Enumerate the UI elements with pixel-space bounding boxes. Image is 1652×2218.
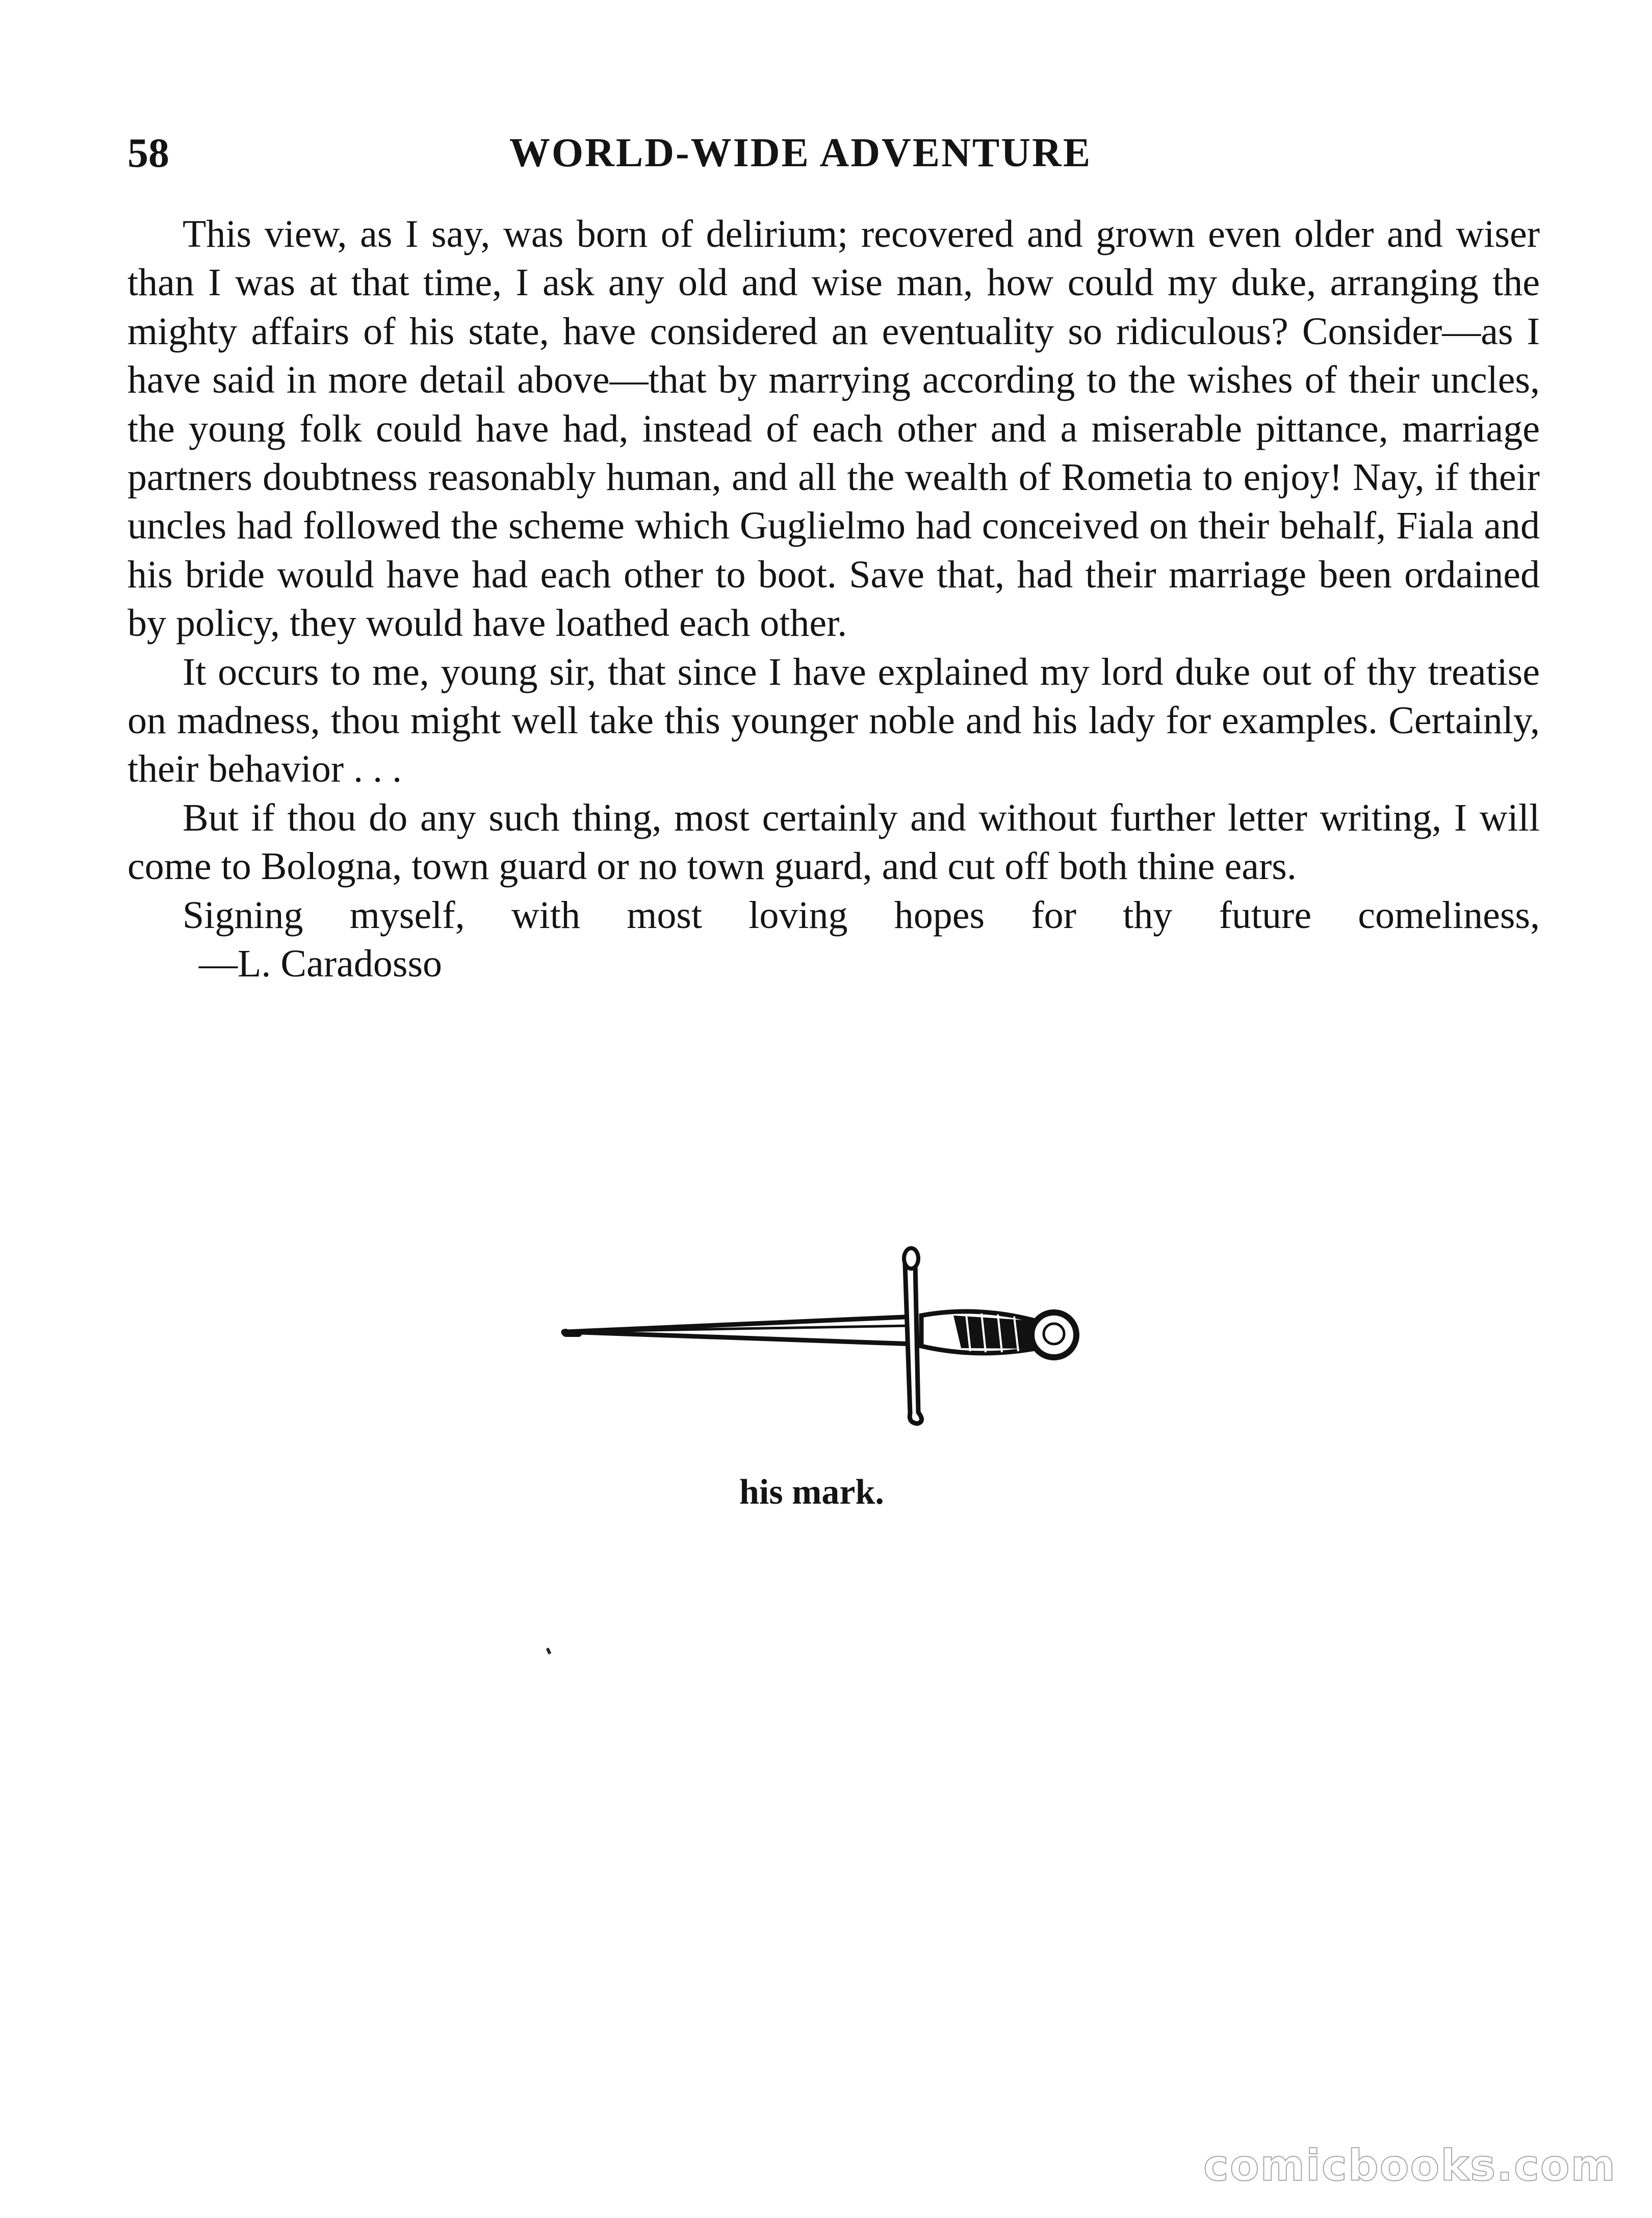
paragraph-signing: Signing myself, with most loving hopes for thy future comeliness,	[183, 893, 1540, 937]
dagger-icon	[558, 1244, 1083, 1428]
mark-caption: his mark.	[739, 1473, 884, 1512]
paragraph-bologna: But if thou do any such thing, most certainly and without further letter writing, I will come to Bologna, town guard or no town guard, and cut off both thine ears.	[127, 796, 1540, 888]
running-title: WORLD-WIDE ADVENTURE	[509, 131, 1092, 175]
stray-ink-mark	[546, 1647, 552, 1654]
signature: —L. Caradosso	[199, 942, 443, 986]
page-number: 58	[127, 130, 169, 176]
paragraph-treatise: It occurs to me, young sir, that since I have explained my lord duke out of thy treatise on madness, thou might well take this younger noble and his lady for examples. Certainly, their behavior . . .	[127, 650, 1540, 791]
page-header	[127, 127, 1540, 184]
paragraph-delirium: This view, as I say, was born of delirium; recovered and grown even older and wiser than I was at that time, I ask any old and wise man, how could my duke, arranging the mighty affairs of his state, have considered an eventuality so ridiculous? Consider—as I have said in more detail above—that by marrying according to the wishes of their uncles, the young folk could have had, instead of each other and a miserable pittance, marriage partners doubtness reasonably human, and all the wealth of Rometia to enjoy! Nay, if their uncles had followed the scheme which Guglielmo had conceived on their behalf, Fiala and his bride would have had each other to boot. Save that, had their marriage been ordained by policy, they would have loathed each other.	[127, 213, 1540, 645]
watermark: comicbooks.com	[1203, 2140, 1616, 2190]
letter-body	[127, 210, 1540, 989]
